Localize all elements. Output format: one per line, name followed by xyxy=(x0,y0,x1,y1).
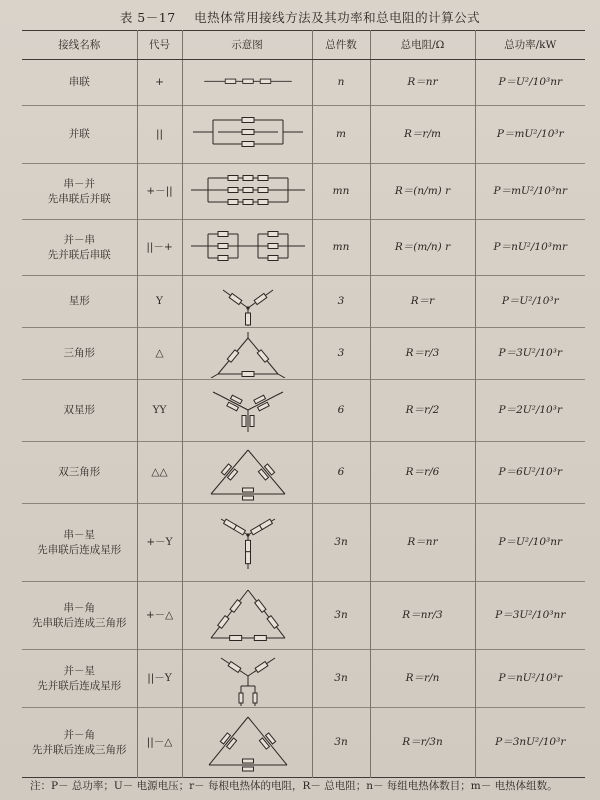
resistor-symbol xyxy=(242,767,253,771)
table-title: 电热体常用接线方法及其功率和总电阻的计算公式 xyxy=(194,10,481,25)
resistor-symbol xyxy=(228,187,238,192)
series-delta-diagram xyxy=(183,584,313,648)
resistor-symbol xyxy=(242,141,254,146)
resistor-symbol xyxy=(264,463,274,474)
wiring-name-cell xyxy=(22,276,137,328)
code-cell: +－△ xyxy=(137,582,182,650)
table-row xyxy=(22,220,585,276)
resistor-symbol xyxy=(259,737,269,748)
wiring-name-line: 先串联后连成星形 xyxy=(37,543,122,556)
resistor-symbol xyxy=(258,469,268,480)
wiring-name-cell xyxy=(22,220,137,276)
element-count-cell: 3n xyxy=(312,708,370,778)
wiring-diagram-cell xyxy=(182,504,312,582)
resistor-symbol xyxy=(225,79,236,83)
parallel-diagram xyxy=(183,108,313,162)
code-cell: ||－Y xyxy=(137,650,182,708)
total-power-cell: P＝2U²/10³r xyxy=(475,380,585,442)
resistor-symbol xyxy=(230,599,241,612)
code-cell: +－|| xyxy=(137,164,182,220)
header-power: 总功率/kW xyxy=(475,31,585,60)
wiring-name-line: 并－星 xyxy=(63,664,95,677)
resistor-symbol xyxy=(268,255,278,260)
resistor-symbol xyxy=(250,415,254,426)
table-number: 表 5－17 xyxy=(119,10,176,25)
header-diagram: 示意图 xyxy=(182,31,312,60)
star-diagram xyxy=(183,278,313,326)
wiring-name-cell xyxy=(22,106,137,164)
total-resistance-cell: R＝r xyxy=(370,276,475,328)
table-row xyxy=(22,164,585,220)
wiring-name-cell xyxy=(22,60,137,106)
table-row xyxy=(22,276,585,328)
parallel-delta-diagram xyxy=(183,711,313,775)
table-row xyxy=(22,504,585,582)
resistor-symbol xyxy=(228,661,241,672)
total-resistance-cell: R＝nr xyxy=(370,60,475,106)
total-resistance-cell: R＝r/3n xyxy=(370,708,475,778)
element-count-cell: m xyxy=(312,106,370,164)
code-cell: ||－△ xyxy=(137,708,182,778)
wiring-name-cell xyxy=(22,380,137,442)
resistor-symbol xyxy=(242,488,253,492)
total-resistance-cell: R＝nr xyxy=(370,504,475,582)
wiring-name-line: 先并联后连成三角形 xyxy=(32,743,127,756)
wiring-name-line: 双星形 xyxy=(63,404,95,416)
total-power-cell: P＝3U²/10³r xyxy=(475,328,585,380)
table-caption xyxy=(0,8,600,26)
wiring-diagram-cell xyxy=(182,106,312,164)
wiring-diagram-cell xyxy=(182,220,312,276)
wiring-name-cell xyxy=(22,582,137,650)
wiring-name-line: 串－角 xyxy=(63,601,95,614)
wiring-diagram-cell xyxy=(182,442,312,504)
resistor-symbol xyxy=(243,175,253,180)
resistor-symbol xyxy=(242,371,254,376)
total-resistance-cell: R＝r/3 xyxy=(370,328,475,380)
resistor-symbol xyxy=(242,117,254,122)
total-resistance-cell: R＝r/n xyxy=(370,650,475,708)
header-name: 接线名称 xyxy=(22,31,137,60)
series-star-diagram xyxy=(183,511,313,575)
total-power-cell: P＝nU²/10³r xyxy=(475,650,585,708)
resistor-symbol xyxy=(242,496,253,500)
element-count-cell: mn xyxy=(312,164,370,220)
table-row xyxy=(22,60,585,106)
code-cell: + xyxy=(137,60,182,106)
wiring-name-line: 双三角形 xyxy=(58,466,101,478)
total-resistance-cell: R＝nr/3 xyxy=(370,582,475,650)
header-resistance: 总电阻/Ω xyxy=(370,31,475,60)
total-resistance-cell: R＝r/2 xyxy=(370,380,475,442)
wiring-name-line: 串联 xyxy=(68,76,90,88)
double-star-diagram xyxy=(183,382,313,440)
resistor-symbol xyxy=(268,243,278,248)
wiring-name-cell xyxy=(22,328,137,380)
resistor-symbol xyxy=(221,463,231,474)
heating-element-wiring-table xyxy=(22,30,585,778)
resistor-symbol xyxy=(254,635,266,640)
header-code: 代号 xyxy=(137,31,182,60)
resistor-symbol xyxy=(254,293,267,304)
wiring-name-cell xyxy=(22,650,137,708)
resistor-symbol xyxy=(242,415,246,426)
resistor-symbol xyxy=(227,469,237,480)
resistor-symbol xyxy=(267,615,278,628)
resistor-symbol xyxy=(260,79,271,83)
parallel-star-diagram xyxy=(183,652,313,706)
resistor-symbol xyxy=(217,615,228,628)
wiring-name-line: 星形 xyxy=(68,295,90,307)
wiring-diagram-cell xyxy=(182,276,312,328)
total-power-cell: P＝3nU²/10³r xyxy=(475,708,585,778)
header-row xyxy=(22,31,585,60)
resistor-symbol xyxy=(253,693,257,703)
code-cell: ||－+ xyxy=(137,220,182,276)
wiring-name-cell xyxy=(22,504,137,582)
resistor-symbol xyxy=(218,255,228,260)
wiring-name-line: 先并联后连成星形 xyxy=(37,679,122,692)
resistor-symbol xyxy=(228,199,238,204)
code-cell: Y xyxy=(137,276,182,328)
table-row xyxy=(22,442,585,504)
resistor-symbol xyxy=(218,243,228,248)
resistor-symbol xyxy=(254,599,265,612)
resistor-symbol xyxy=(245,540,250,552)
element-count-cell: 6 xyxy=(312,380,370,442)
wiring-name-line: 三角形 xyxy=(63,347,95,359)
code-cell: △ xyxy=(137,328,182,380)
resistor-symbol xyxy=(258,187,268,192)
code-cell: YY xyxy=(137,380,182,442)
wiring-name-cell xyxy=(22,708,137,778)
table-row xyxy=(22,328,585,380)
table-footnote: 注：P－ 总功率；U－ 电源电压；r－ 每根电热体的电阻，R－ 总电阻；n－ 每组电热体数目；m－ 电热体组数。 xyxy=(30,780,558,792)
wiring-name-line: 先串联后并联 xyxy=(47,192,111,205)
series-parallel-diagram xyxy=(183,166,313,218)
wiring-diagram-cell xyxy=(182,164,312,220)
total-power-cell: P＝mU²/10³nr xyxy=(475,164,585,220)
double-delta-diagram xyxy=(183,444,313,502)
table-row xyxy=(22,380,585,442)
code-cell: +－Y xyxy=(137,504,182,582)
total-resistance-cell: R＝r/6 xyxy=(370,442,475,504)
wiring-diagram-cell xyxy=(182,708,312,778)
resistor-symbol xyxy=(220,732,230,743)
resistor-symbol xyxy=(229,293,242,304)
element-count-cell: mn xyxy=(312,220,370,276)
header-count: 总件数 xyxy=(312,31,370,60)
wiring-name-line: 并－串 xyxy=(63,233,95,246)
total-power-cell: P＝nU²/10³mr xyxy=(475,220,585,276)
wiring-diagram-cell xyxy=(182,380,312,442)
resistor-symbol xyxy=(230,395,242,404)
wiring-diagram-cell xyxy=(182,60,312,106)
element-count-cell: n xyxy=(312,60,370,106)
resistor-symbol xyxy=(242,129,254,134)
resistor-symbol xyxy=(229,635,241,640)
resistor-symbol xyxy=(242,759,253,763)
wiring-name-line: 串－并 xyxy=(63,177,95,190)
parallel-series-diagram xyxy=(183,222,313,274)
resistor-symbol xyxy=(258,199,268,204)
wiring-diagram-cell xyxy=(182,582,312,650)
resistor-symbol xyxy=(257,402,269,411)
resistor-symbol xyxy=(239,693,243,703)
resistor-symbol xyxy=(257,349,269,361)
total-power-cell: P＝U²/10³nr xyxy=(475,60,585,106)
code-cell: || xyxy=(137,106,182,164)
resistor-symbol xyxy=(255,661,268,672)
total-power-cell: P＝U²/10³r xyxy=(475,276,585,328)
total-power-cell: P＝3U²/10³nr xyxy=(475,582,585,650)
total-power-cell: P＝6U²/10³r xyxy=(475,442,585,504)
series-diagram xyxy=(183,62,313,104)
element-count-cell: 3n xyxy=(312,582,370,650)
total-resistance-cell: R＝r/m xyxy=(370,106,475,164)
resistor-symbol xyxy=(227,349,239,361)
resistor-symbol xyxy=(245,551,250,563)
resistor-symbol xyxy=(268,231,278,236)
resistor-symbol xyxy=(253,395,265,404)
resistor-symbol xyxy=(226,737,236,748)
total-power-cell: P＝U²/10³nr xyxy=(475,504,585,582)
resistor-symbol xyxy=(223,519,236,529)
wiring-name-line: 先串联后连成三角形 xyxy=(32,616,127,629)
resistor-symbol xyxy=(242,79,253,83)
element-count-cell: 3n xyxy=(312,650,370,708)
element-count-cell: 3 xyxy=(312,276,370,328)
wiring-name-line: 先并联后串联 xyxy=(47,248,111,261)
total-resistance-cell: R＝(m/n) r xyxy=(370,220,475,276)
table-row xyxy=(22,106,585,164)
delta-diagram xyxy=(183,330,313,378)
table-row xyxy=(22,708,585,778)
wiring-name-cell xyxy=(22,164,137,220)
table-row xyxy=(22,650,585,708)
element-count-cell: 3n xyxy=(312,504,370,582)
resistor-symbol xyxy=(258,175,268,180)
resistor-symbol xyxy=(259,519,272,529)
resistor-symbol xyxy=(243,199,253,204)
wiring-diagram-cell xyxy=(182,328,312,380)
wiring-name-cell xyxy=(22,442,137,504)
resistor-symbol xyxy=(243,187,253,192)
wiring-name-line: 并－角 xyxy=(63,728,95,741)
wiring-name-line: 并联 xyxy=(68,128,90,140)
resistor-symbol xyxy=(245,313,250,325)
total-power-cell: P＝mU²/10³r xyxy=(475,106,585,164)
resistor-symbol xyxy=(226,402,238,411)
table-row xyxy=(22,582,585,650)
total-resistance-cell: R＝(n/m) r xyxy=(370,164,475,220)
element-count-cell: 6 xyxy=(312,442,370,504)
code-cell: △△ xyxy=(137,442,182,504)
element-count-cell: 3 xyxy=(312,328,370,380)
resistor-symbol xyxy=(228,175,238,180)
resistor-symbol xyxy=(218,231,228,236)
wiring-diagram-cell xyxy=(182,650,312,708)
wiring-name-line: 串－星 xyxy=(63,528,95,541)
resistor-symbol xyxy=(265,732,275,743)
